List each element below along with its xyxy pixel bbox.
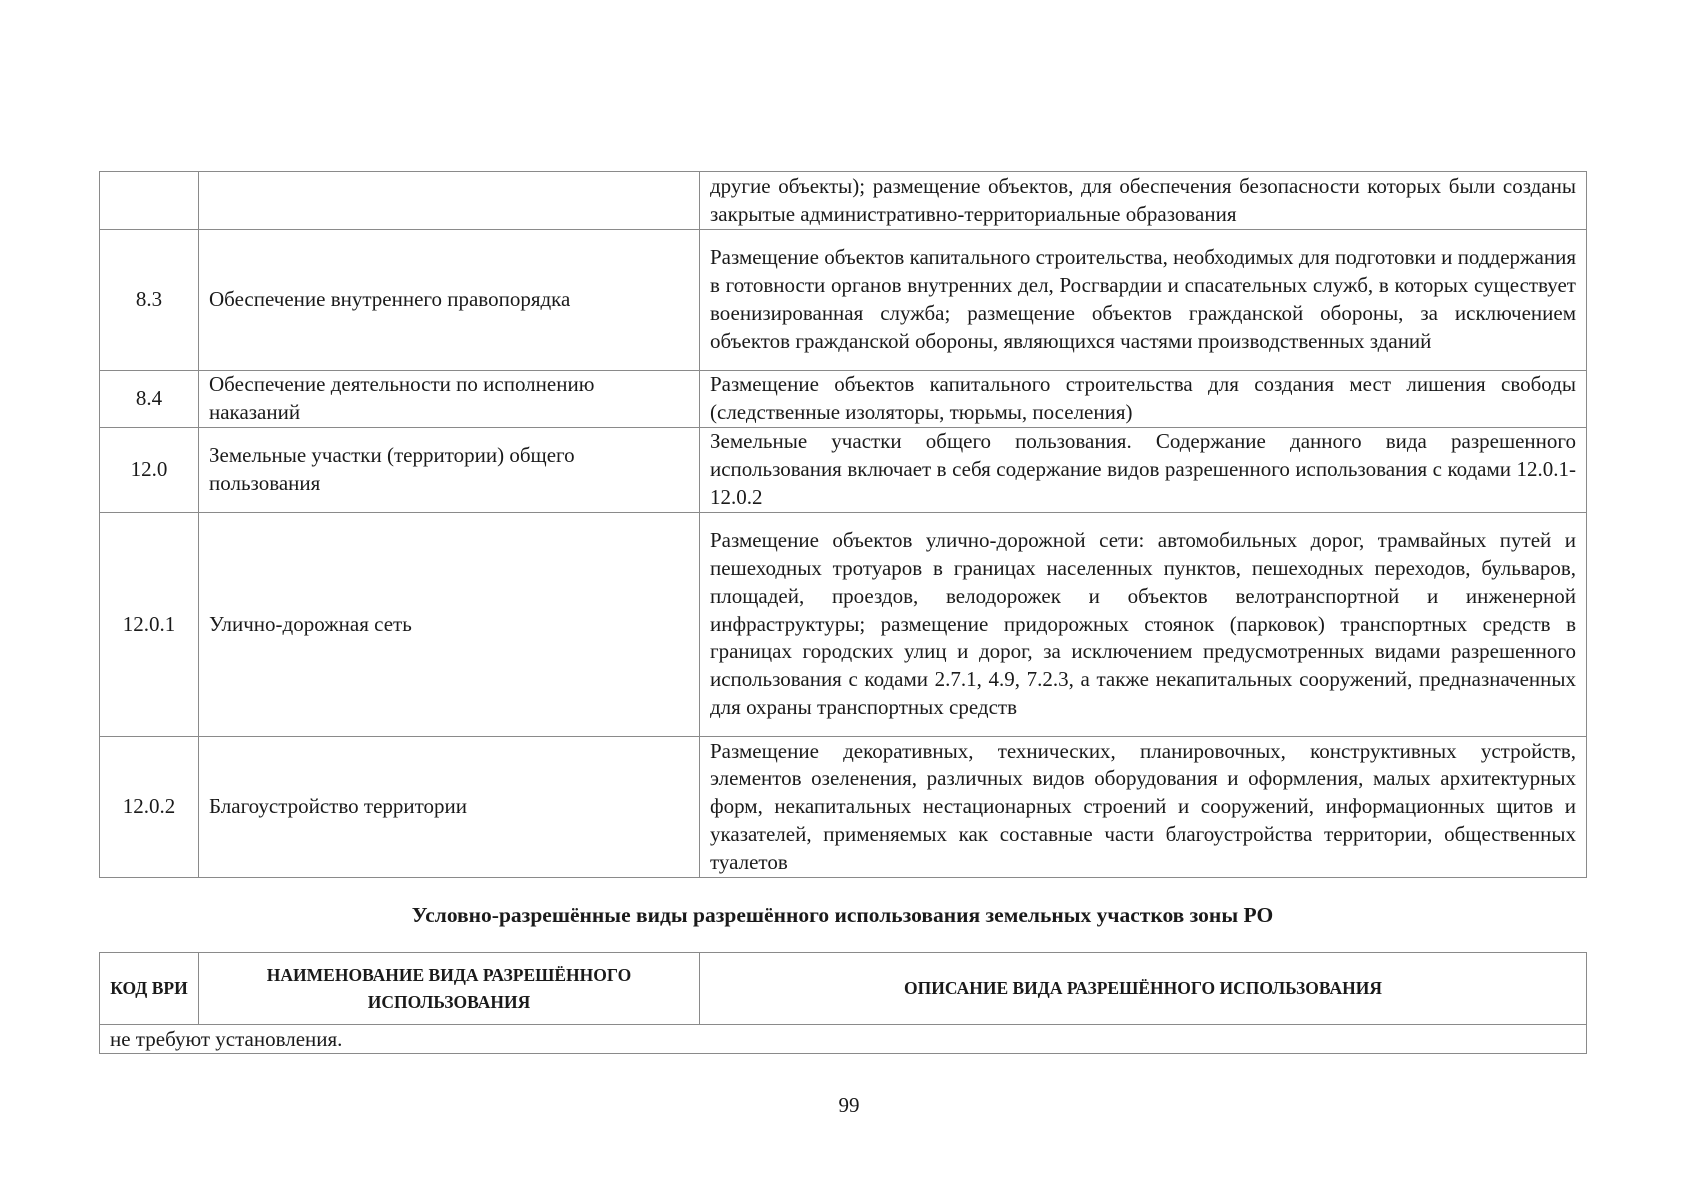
- header-code: КОД ВРИ: [100, 953, 199, 1025]
- conditional-use-table: [99, 952, 1587, 1054]
- table-row: [100, 737, 1587, 878]
- page-number: 99: [838, 1093, 860, 1117]
- row-description: Размещение объектов улично-дорожной сети: автомобильных дорог, трамвайных путей и пешеходных тротуаров в границах населенных пунктов, пешеходных переходов, бульваров, площадей, проездов, велодорожек и объектов велотранспортной и инженерной инфраструктуры; размещение придорожных стоянок (парковок) транспортных средств в границах городских улиц и дорог, за исключением предусмотренных видами разрешенного использования с кодами 2.7.1, 4.9, 7.2.3, а также некапитальных сооружений, предназначенных для охраны транспортных средств: [700, 513, 1587, 737]
- row-name: [199, 172, 700, 230]
- row-code: 12.0.2: [100, 737, 199, 878]
- table-row: [100, 172, 1587, 230]
- table-note: не требуют установления.: [100, 1025, 1587, 1054]
- table-row: [100, 371, 1587, 428]
- row-description: Размещение декоративных, технических, планировочных, конструктивных устройств, элементов озеленения, различных видов оборудования и оформления, малых архитектурных форм, некапитальных нестационарных строений и сооружений, информационных щитов и указателей, применяемых как составные части благоустройства территории, общественных туалетов: [700, 737, 1587, 878]
- row-description: Земельные участки общего пользования. Содержание данного вида разрешенного использования включает в себя содержание видов разрешенного использования с кодами 12.0.1-12.0.2: [700, 428, 1587, 513]
- table-row: [100, 513, 1587, 737]
- header-name: НАИМЕНОВАНИЕ ВИДА РАЗРЕШЁННОГО ИСПОЛЬЗОВАНИЯ: [199, 953, 700, 1025]
- row-description: Размещение объектов капитального строительства, необходимых для подготовки и поддержания в готовности органов внутренних дел, Росгвардии и спасательных служб, в которых существует военизированная служба; размещение объектов гражданской обороны, за исключением объектов гражданской обороны, являющихся частями производственных зданий: [700, 230, 1587, 371]
- row-code: 12.0: [100, 428, 199, 513]
- row-code: 8.3: [100, 230, 199, 371]
- table-header-row: [100, 953, 1587, 1025]
- section-heading: Условно-разрешённые виды разрешённого использования земельных участков зоны РО: [411, 903, 1274, 927]
- table-row: [100, 1025, 1587, 1054]
- row-name: Благоустройство территории: [199, 737, 700, 878]
- header-description: ОПИСАНИЕ ВИДА РАЗРЕШЁННОГО ИСПОЛЬЗОВАНИЯ: [700, 953, 1587, 1025]
- row-description: Размещение объектов капитального строительства для создания мест лишения свободы (следственные изоляторы, тюрьмы, поселения): [700, 371, 1587, 428]
- row-description: другие объекты); размещение объектов, для обеспечения безопасности которых были созданы закрытые административно-территориальные образования: [700, 172, 1587, 230]
- row-name: Обеспечение внутреннего правопорядка: [199, 230, 700, 371]
- row-name: Улично-дорожная сеть: [199, 513, 700, 737]
- row-name: Земельные участки (территории) общего пользования: [199, 428, 700, 513]
- row-code: 8.4: [100, 371, 199, 428]
- row-code: [100, 172, 199, 230]
- row-name: Обеспечение деятельности по исполнению наказаний: [199, 371, 700, 428]
- table-row: [100, 230, 1587, 371]
- row-code: 12.0.1: [100, 513, 199, 737]
- table-row: [100, 428, 1587, 513]
- land-use-table: [99, 171, 1587, 878]
